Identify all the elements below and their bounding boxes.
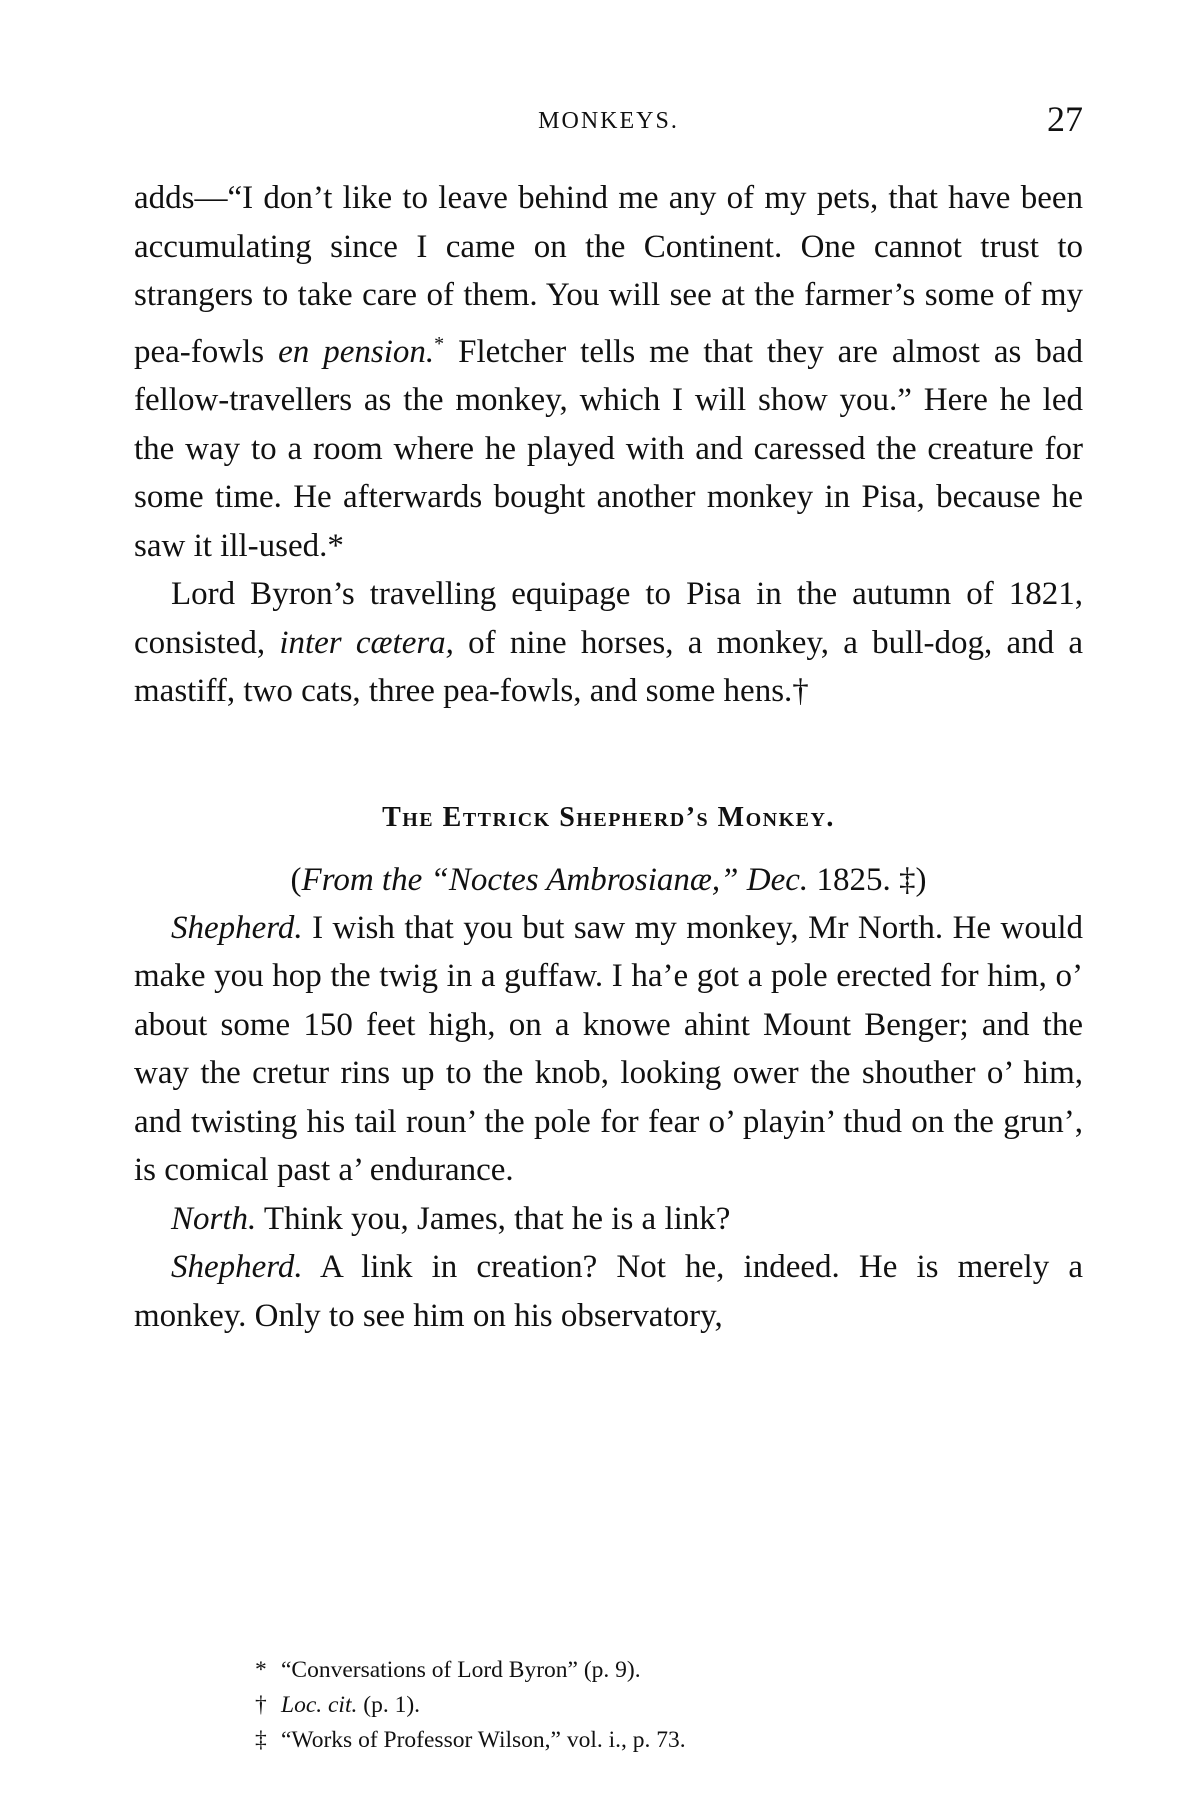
footnote-text: “Conversations of Lord Byron” (p. 9). bbox=[281, 1657, 641, 1683]
dialogue-line bbox=[134, 1195, 1083, 1244]
paragraph-byron-equipage bbox=[134, 570, 1083, 716]
dialogue-text: Think you, James, that he is a link? bbox=[256, 1200, 731, 1237]
paragraph-text: of nine horses, a monkey, a bull-dog, and a mastiff, two cats, three pea-fowls, and some hens.† bbox=[134, 624, 1083, 709]
source-citation bbox=[134, 856, 1083, 904]
footnotes bbox=[255, 1653, 955, 1758]
dialogue-text: I wish that you but saw my monkey, Mr North. He would make you hop the twig in a guffaw. I ha’e got a pole erected for him, o’ about some 150 feet high, on a knowe ahint Mount Benger; and the way the cretur rins up to the knob, looking ower the shouther o’ him, and twisting his tail roun’ the pole for fear o’ playin’ thud on the grun’, is comical past a’ endurance. bbox=[134, 909, 1083, 1188]
dialogue-text: A link in creation? Not he, indeed. He is merely a monkey. Only to see him on his observatory, bbox=[134, 1249, 1083, 1334]
speaker-name: North. bbox=[171, 1200, 257, 1237]
body-text bbox=[134, 174, 1083, 1340]
footnote bbox=[255, 1653, 955, 1688]
paragraph-byron-pets bbox=[134, 174, 1083, 570]
italic-phrase: en pension. bbox=[278, 333, 435, 370]
source-from: From the bbox=[301, 861, 423, 898]
paragraph-text: Lord Byron’s travelling equipage to Pisa in the autumn of 1821, consisted, bbox=[134, 576, 1083, 661]
source-title: “Noctes Ambrosianæ,” bbox=[422, 861, 739, 898]
footnote-marker: * bbox=[255, 1657, 267, 1683]
italic-phrase: inter cætera, bbox=[279, 624, 454, 661]
running-title: MONKEYS. bbox=[538, 108, 679, 134]
paragraph-text: adds—“I don’t like to leave behind me any of my pets, that have been accumulating since I came on the Continent. One cannot trust to strangers to take care of them. You will see at the farmer’s some of my pea-fowls bbox=[134, 180, 1083, 370]
footnote-text: (p. 1). bbox=[357, 1692, 421, 1718]
footnote bbox=[255, 1688, 955, 1723]
speaker-name: Shepherd. bbox=[171, 909, 303, 946]
footnote-marker: ‡ bbox=[255, 1727, 267, 1753]
paragraph-text: Fletcher tells me that they are almost as bad fellow-travellers as the monkey, which I will show you.” Here he led the way to a room where he played with and caressed the creature for some time. He afterwards bought another monkey in Pisa, because he saw it ill-used.* bbox=[134, 333, 1083, 564]
dialogue-line bbox=[134, 904, 1083, 1195]
source-open: ( bbox=[290, 861, 302, 898]
dialogue-line bbox=[134, 1243, 1083, 1340]
footnote bbox=[255, 1723, 955, 1758]
section-heading: The Ettrick Shepherd’s Monkey. bbox=[382, 801, 835, 833]
footnote-italic: Loc. cit. bbox=[281, 1692, 358, 1718]
footnote-marker: † bbox=[255, 1692, 267, 1718]
page-number: 27 bbox=[1047, 99, 1083, 139]
footnote-mark: * bbox=[434, 332, 445, 355]
source-date-label: Dec. bbox=[738, 861, 809, 898]
speaker-name: Shepherd. bbox=[171, 1249, 303, 1285]
footnote-text: “Works of Professor Wilson,” vol. i., p. 73. bbox=[281, 1727, 686, 1753]
source-year: 1825. ‡) bbox=[808, 861, 927, 898]
running-head bbox=[134, 99, 1083, 142]
